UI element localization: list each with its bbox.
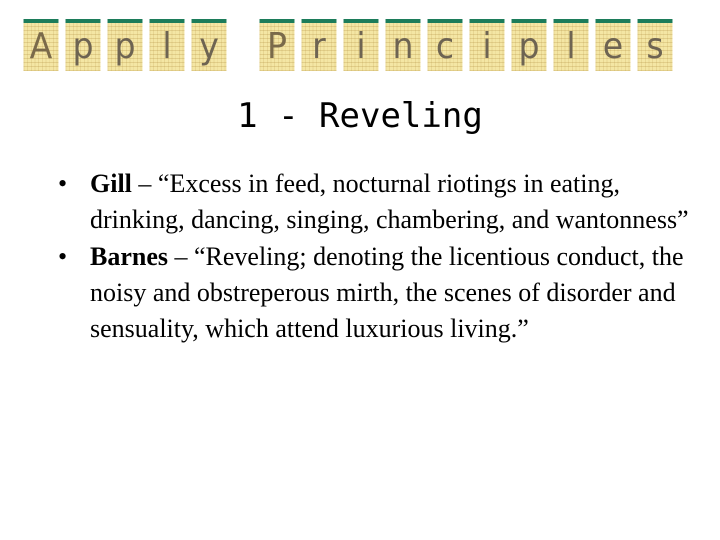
- bullet-list: [58, 166, 698, 348]
- banner-spacer: [233, 19, 253, 71]
- banner-letter-l2: l: [554, 19, 589, 71]
- bullet-author: Gill: [90, 169, 132, 198]
- bullet-marker: •: [58, 169, 68, 198]
- banner-letter-y: y: [192, 19, 227, 71]
- banner-letter-p4: p: [512, 19, 547, 71]
- bullet-marker: •: [58, 242, 68, 271]
- banner-letter-i1: i: [344, 19, 379, 71]
- banner-letter-l: l: [150, 19, 185, 71]
- banner-letter-p3: P: [260, 19, 295, 71]
- bullet-item-gill: [58, 166, 698, 238]
- banner-letter-i2: i: [470, 19, 505, 71]
- bullet-text: – “Reveling; denoting the licentious conduct, the noisy and obstreperous mirth, the scenes of disorder and sensuality, which attend luxurious living.”: [90, 242, 684, 343]
- bullet-author: Barnes: [90, 242, 168, 271]
- banner-letter-c: c: [428, 19, 463, 71]
- bullet-item-barnes: [58, 239, 698, 347]
- banner-letter-e: e: [596, 19, 631, 71]
- bullet-text: – “Excess in feed, nocturnal riotings in eating, drinking, dancing, singing, chambering, and wantonness”: [90, 169, 689, 234]
- banner-letter-a: A: [24, 19, 59, 71]
- apply-principles-banner: [22, 19, 674, 71]
- banner-letter-n: n: [386, 19, 421, 71]
- slide-title: 1 - Reveling: [237, 96, 483, 136]
- banner-letter-p2: p: [108, 19, 143, 71]
- banner-letter-r: r: [302, 19, 337, 71]
- banner-letter-p1: p: [66, 19, 101, 71]
- banner-letter-s: s: [638, 19, 673, 71]
